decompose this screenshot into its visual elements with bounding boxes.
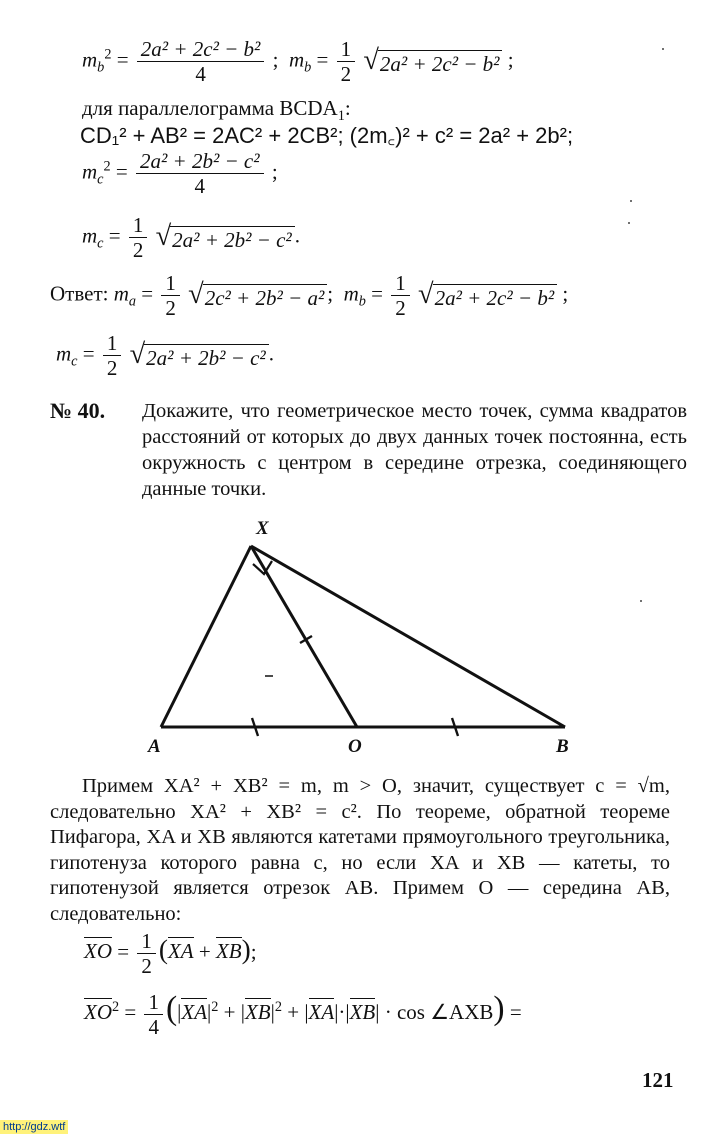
parallelogram-identity: CD₁² + AB² = 2AC² + 2CB²; (2m꜀)² + c² = 2a² + 2b²; xyxy=(80,123,574,148)
page-number: 121 xyxy=(642,1068,674,1092)
triangle-figure xyxy=(140,512,590,762)
label-b: B xyxy=(556,736,569,757)
formula-mc: $m_c$ = $\frac{1}{2}$ √ 2a² + 2b² − c² . xyxy=(82,213,300,263)
watermark[interactable]: http://gdz.wtf xyxy=(0,1120,68,1134)
side-xb xyxy=(251,546,565,727)
median-xo xyxy=(251,546,357,727)
mb-sq-symbol: m xyxy=(82,47,98,72)
formula-mc-squared: $m_c^2$ = $\frac{\text{2a² + 2b² − c²}}{4}$ ; xyxy=(82,149,278,199)
label-o: O xyxy=(348,736,362,757)
parallelogram-caption: для параллелограмма $BCDA_1$: xyxy=(82,96,351,125)
label-x: X xyxy=(256,518,269,539)
vector-equation-2: $XO^2$ = $\frac{1}{4}$ ($|XA|^2 + |XB|^2 + |XA|\cdot|XB| \cdot \cos$ ∠AXB) = xyxy=(84,989,522,1039)
mb-sq-fraction: $\frac{\text{2a² + 2c² − b²}}{4}$ xyxy=(137,38,265,85)
mb-radical: √ 2a² + 2c² − b² xyxy=(363,47,502,75)
scan-speck xyxy=(662,48,664,50)
scan-speck xyxy=(628,222,630,224)
solution-paragraph: Примем XA² + XB² = m, m > O, значит, существует c = √m, следовательно XA² + XB² = c². По теореме, обратной теореме Пифагора, XA и XB являются катетами прямоугольного треугольника, гипотенуза которого равна c, но если XA и XB — катеты, то гипотенузой является отрезок AB. Примем O — середина AB, следовательно: xyxy=(50,775,670,925)
answer-label: Ответ: xyxy=(50,281,109,306)
problem-statement: Докажите, что геометрическое место точек, сумма квадратов расстояний от которых до двух данных точек постоянна, есть окружность с центром в середине отрезка, соединяющего данные точки. xyxy=(142,400,687,500)
answer-mc: $m_c$ = $\frac{1}{2}$ √ 2a² + 2b² − c² . xyxy=(56,331,274,381)
formula-mb: $m_b^2$ = $\frac{\text{2a² + 2c² − b²}}{4}$ ; $m_b$ = $\frac{1}{2}$ √ 2a² + 2c² − b² ; xyxy=(82,37,514,87)
problem-number: № 40. xyxy=(50,398,106,423)
scan-speck xyxy=(630,200,632,202)
vector-equation-1: XO = $\frac{1}{2}$ (XA + XB); xyxy=(84,929,257,979)
answer-line: Ответ: $m_a$ = $\frac{1}{2}$ √ 2c² + 2b² − a² ; $m_b$ = $\frac{1}{2}$ √ 2a² + 2c² − b² ; xyxy=(50,271,569,321)
side-xa xyxy=(161,546,251,727)
label-a: A xyxy=(148,736,161,757)
scan-speck xyxy=(640,600,642,602)
